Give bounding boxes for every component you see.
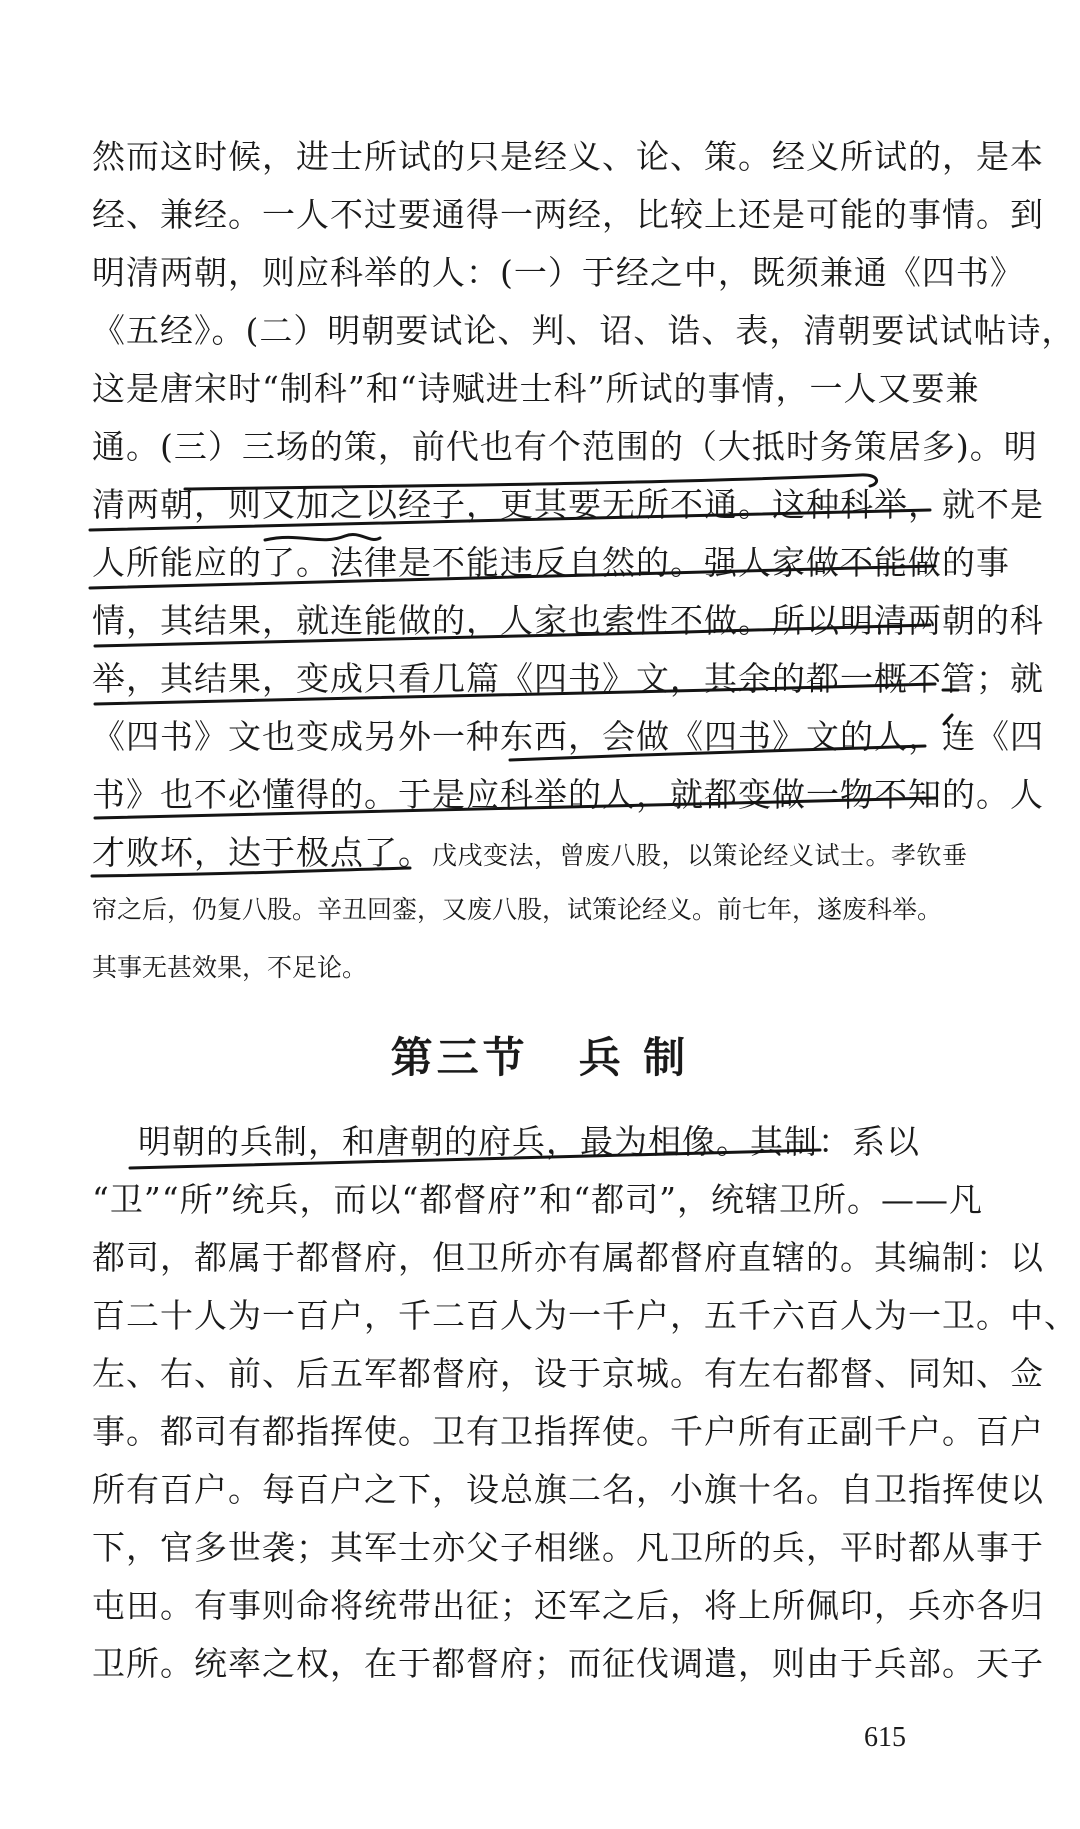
text-line-10: 举，其结果，变成只看几篇《四书》文，其余的都一概不管；就 [92, 659, 1044, 698]
text-line-8: 人所能应的了。法律是不能违反自然的。强人家做不能做的事 [92, 543, 1010, 582]
text-line-3: 明清两朝，则应科举的人：(一）于经之中，既须兼通《四书》 [92, 253, 1024, 292]
text-line-13-main: 才败坏，达于极点了。 [92, 833, 432, 872]
text-line-13 [92, 833, 968, 876]
text-line-12: 书》也不必懂得的。于是应科举的人，就都变做一物不知的。人 [92, 775, 1044, 814]
text-line-1: 然而这时候，进士所试的只是经义、论、策。经义所试的，是本 [92, 137, 1044, 176]
section-line-5: 左、右、前、后五军都督府，设于京城。有左右都督、同知、佥 [92, 1354, 1044, 1393]
text-line-11: 《四书》文也变成另外一种东西，会做《四书》文的人，连《四 [92, 717, 1044, 756]
text-line-9: 情，其结果，就连能做的，人家也索性不做。所以明清两朝的科 [92, 601, 1044, 640]
section-line-8: 下，官多世袭；其军士亦父子相继。凡卫所的兵，平时都从事于 [92, 1528, 1044, 1567]
text-line-5: 这是唐宋时“制科”和“诗赋进士科”所试的事情，一人又要兼 [92, 369, 980, 408]
section-line-10: 卫所。统率之权，在于都督府；而征伐调遣，则由于兵部。天子 [92, 1644, 1044, 1683]
text-line-2: 经、兼经。一人不过要通得一两经，比较上还是可能的事情。到 [92, 195, 1044, 234]
section-line-1: 明朝的兵制，和唐朝的府兵，最为相像。其制：系以 [138, 1122, 920, 1161]
text-line-4: 《五经》。(二）明朝要试论、判、诏、诰、表，清朝要试试帖诗， [92, 311, 1076, 350]
section-number: 第三节 [390, 1033, 529, 1082]
section-line-6: 事。都司有都指挥使。卫有卫指挥使。千户所有正副千户。百户 [92, 1412, 1044, 1451]
inline-note: 戊戌变法，曾废八股，以策论经义试士。孝钦垂 [432, 841, 968, 870]
section-title: 兵 制 [578, 1033, 690, 1082]
note-line-2: 其事无甚效果，不足论。 [92, 953, 368, 982]
text-line-6: 通。(三）三场的策，前代也有个范围的（大抵时务策居多)。明 [92, 427, 1038, 466]
note-line-1: 帘之后，仍复八股。辛丑回銮，又废八股，试策论经义。前七年，遂废科举。 [92, 895, 943, 924]
text-line-7: 清两朝，则又加之以经子，更其要无所不通。这种科举，就不是 [92, 485, 1044, 524]
section-line-7: 所有百户。每百户之下，设总旗二名，小旗十名。自卫指挥使以 [92, 1470, 1044, 1509]
section-line-4: 百二十人为一百户，千二百人为一千户，五千六百人为一卫。中、 [92, 1296, 1078, 1335]
section-heading [0, 1025, 1080, 1085]
section-line-9: 屯田。有事则命将统带出征；还军之后，将上所佩印，兵亦各归 [92, 1586, 1044, 1625]
section-line-2: “卫”“所”统兵，而以“都督府”和“都司”，统辖卫所。——凡 [92, 1180, 983, 1219]
section-line-3: 都司，都属于都督府，但卫所亦有属都督府直辖的。其编制：以 [92, 1238, 1044, 1277]
page-number: 615 [864, 1722, 906, 1753]
scribble-strike [265, 534, 380, 540]
